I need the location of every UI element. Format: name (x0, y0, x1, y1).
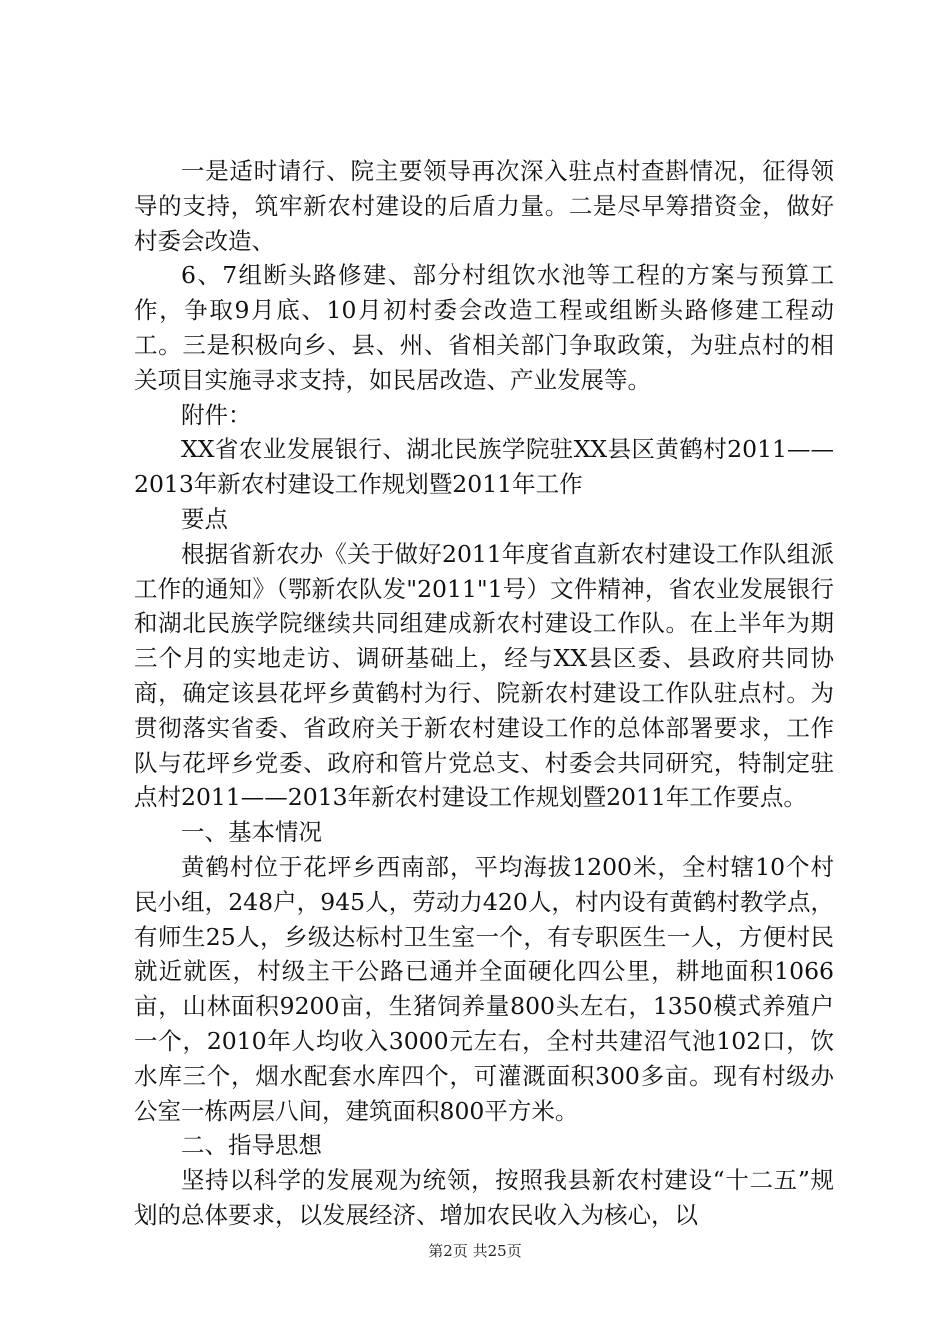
section-heading-basic-situation: 一、基本情况 (181, 818, 322, 847)
paragraph-basic-situation: 黄鹤村位于花坪乡西南部，平均海拔1200米，全村辖10个村民小组，248户，945人，劳动力420人，村内设有黄鹤村教学点，有师生25人，乡级达标村卫生室一个，有专职医生一人，方便村民就近就医，村级主干公路已通并全面硬化四公里，耕地面积1066亩，山林面积9200亩，生猪饲养量800头左右，1350模式养殖户一个，2010年人均收入3000元左右，全村共建沼气池102口，饮水库三个，烟水配套水库四个，可灌溉面积300多亩。现有村级办公室一栋两层八间，建筑面积800平方米。 (134, 852, 834, 1125)
section-heading-guiding-ideology: 二、指导思想 (181, 1131, 322, 1160)
document-body (134, 154, 834, 1233)
paragraph-work-plan: 一是适时请行、院主要领导再次深入驻点村查斟情况，征得领导的支持，筑牢新农村建设的后盾力量。二是尽早筹措资金，做好村委会改造、 (134, 157, 834, 255)
attachment-title-continued: 要点 (181, 504, 228, 533)
paragraph-guiding-ideology: 坚持以科学的发展观为统领，按照我县新农村建设“十二五”规划的总体要求，以发展经济、增加农民收入为核心，以 (134, 1166, 834, 1229)
page-number-footer: 第2页 共25页 (428, 1242, 522, 1260)
attachment-title: XX省农业发展银行、湖北民族学院驻XX县区黄鹤村2011——2013年新农村建设工作规划暨2011年工作 (134, 435, 834, 499)
paragraph-road-project: 6、7组断头路修建、部分村组饮水池等工程的方案与预算工作，争取9月底、10月初村委会改造工程或组断头路修建工程动工。三是积极向乡、县、州、省相关部门争取政策，为驻点村的相关项目实施寻求支持，如民居改造、产业发展等。 (134, 261, 834, 394)
attachment-label: 附件： (181, 400, 252, 429)
paragraph-background: 根据省新农办《关于做好2011年度省直新农村建设工作队组派工作的通知》（鄂新农队发"2011"1号）文件精神，省农业发展银行和湖北民族学院继续共同组建成新农村建设工作队。在上半年为期三个月的实地走访、调研基础上，经与XX县区委、县政府共同协商，确定该县花坪乡黄鹤村为行、院新农村建设工作队驻点村。为贯彻落实省委、省政府关于新农村建设工作的总体部署要求，工作队与花坪乡党委、政府和管片党总支、村委会共同研究，特制定驻点村2011——2013年新农村建设工作规划暨2011年工作要点。 (134, 539, 834, 812)
